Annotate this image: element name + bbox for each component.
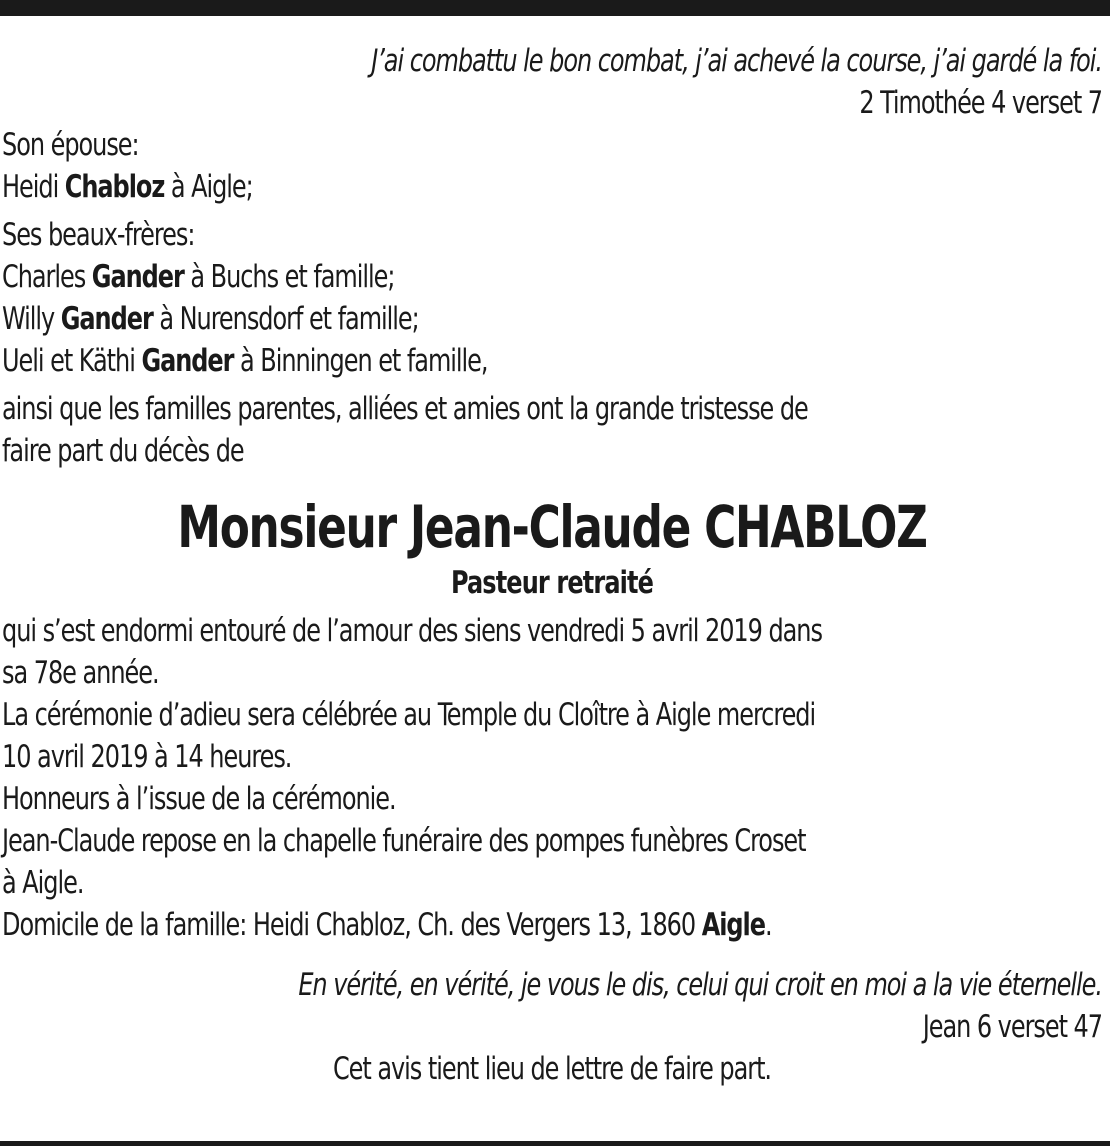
in-law-entry [2, 256, 948, 298]
in-law-first-name: Willy [2, 301, 55, 337]
in-law-last-name: Gander [60, 301, 153, 337]
closing-note: Cet avis tient lieu de lettre de faire part. [332, 1051, 772, 1087]
details-line: Jean-Claude repose en la chapelle funéraire des pompes funèbres Croset [2, 823, 806, 859]
in-laws-heading: Ses beaux-frères: [2, 217, 195, 253]
details-line: qui s’est endormi entouré de l’amour des siens vendredi 5 avril 2019 dans [2, 613, 822, 649]
in-law-last-name: Gander [91, 259, 184, 295]
spouse-last-name: Chabloz [64, 169, 165, 205]
details-line: Honneurs à l’issue de la cérémonie. [2, 781, 396, 817]
bottom-rule [0, 1141, 1110, 1146]
domicile-address: Domicile de la famille: Heidi Chabloz, Ch. des Vergers 13, 1860 [2, 907, 696, 943]
announcement-line: ainsi que les familles parentes, alliées et amies ont la grande tristesse de [2, 391, 808, 427]
details-line: 10 avril 2019 à 14 heures. [2, 739, 292, 775]
spouse-first-name: Heidi [2, 169, 59, 205]
closing-verse-reference: Jean 6 verset 47 [922, 1009, 1102, 1045]
details-line: sa 78e année. [2, 655, 159, 691]
top-rule [0, 0, 1110, 16]
family-domicile [2, 904, 948, 946]
in-law-first-name: Charles [2, 259, 86, 295]
domicile-city: Aigle [701, 907, 765, 943]
in-law-entry [2, 340, 948, 382]
in-law-location: à Binningen et famille, [240, 343, 488, 379]
in-law-last-name: Gander [141, 343, 234, 379]
announcement-line: faire part du décès de [2, 433, 244, 469]
closing-verse: En vérité, en vérité, je vous le dis, celui qui croit en moi a la vie éternelle. [298, 967, 1103, 1003]
spouse-heading: Son épouse: [2, 127, 139, 163]
deceased-name: Monsieur Jean-Claude CHABLOZ [177, 493, 927, 561]
obituary-notice [2, 40, 1102, 1090]
in-law-location: à Buchs et famille; [190, 259, 395, 295]
opening-verse: J’ai combattu le bon combat, j’ai achevé la course, j’ai gardé la foi. [371, 43, 1102, 79]
opening-verse-reference: 2 Timothée 4 verset 7 [859, 85, 1102, 121]
deceased-title: Pasteur retraité [450, 565, 654, 601]
spouse-entry [2, 166, 948, 208]
in-law-location: à Nurensdorf et famille; [159, 301, 419, 337]
details-line: La cérémonie d’adieu sera célébrée au Temple du Cloître à Aigle mercredi [2, 697, 816, 733]
in-law-first-name: Ueli et Käthi [2, 343, 135, 379]
spouse-location: à Aigle; [170, 169, 253, 205]
domicile-end: . [764, 907, 772, 943]
in-law-entry [2, 298, 948, 340]
details-line: à Aigle. [2, 865, 84, 901]
